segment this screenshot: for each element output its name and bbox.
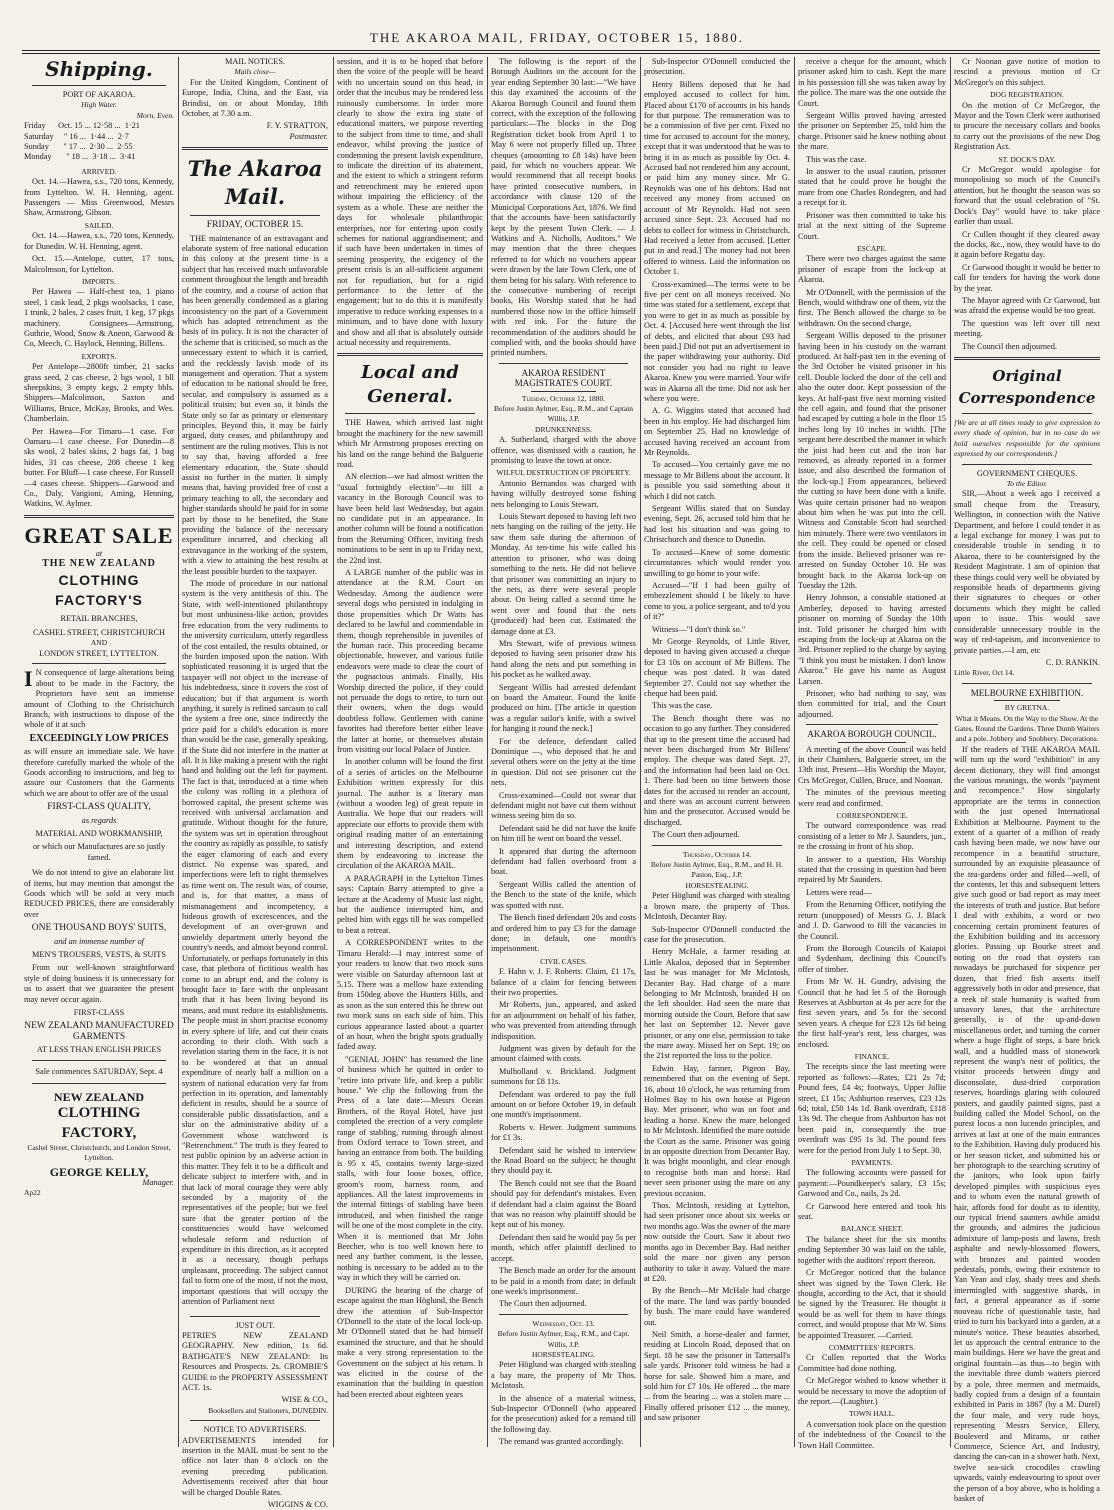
column-1 xyxy=(24,57,174,1447)
wilful-heading: WILFUL DESTRUCTION OF PROPERTY. xyxy=(496,468,631,478)
news-paragraph: AN election—we had almost written the "usual fortnightly election"—to fill a vacancy in the Borough Council was to have been held last Wednesday, but again no candidate put in an appearance. In another column will be found a notification from the Returning Officer, inviting fresh nominations to be sent in up to Friday next, the 22nd inst. xyxy=(337,472,483,565)
council-paragraph: Cr McGregor wished to know whether it would be necessary to move the adoption of the report.—(Laughter.) xyxy=(798,1376,946,1406)
court-paragraph: Peter Höglund was charged with stealing a bay mare, the property of Mr Thos. McIntosh. xyxy=(491,1360,636,1391)
mail-signature-title: Postmaster. xyxy=(289,131,328,141)
sailed-entry: Oct. 15.—Antelope, cutter, 17 tons, Malcolmson, for Lyttelton. xyxy=(24,254,174,274)
council-paragraph: The Mayor agreed with Cr Garwood, but was afraid the expense would be too great. xyxy=(954,295,1100,316)
ad-first-class: FIRST-CLASS QUALITY, xyxy=(47,802,151,813)
court-paragraph: Neil Smith, a horse-dealer and farmer, residing at Lincoln Road, deposed that on Sept. 18 he saw the prisoner in Tattersall's sale yards. Prisoner told witness he had a horse for sale. Showed him a mare, and sold him for £7 10s. He offered ... the mare ... from the bearing ... was a stolen mare ... Finally offered prisoner £12 ... the money, and saw prisoner xyxy=(644,1329,790,1423)
payments-heading: PAYMENTS. xyxy=(851,1158,893,1168)
ad-nz-manufactured: NEW ZEALAND MANUFACTURED GARMENTS xyxy=(24,1021,174,1042)
court-paragraph: The Bench thought there was no occasion to go any further. They considered that up to the present time the accused had never been discharged from Mr Billens' employ. The cheque was dated Sept. 27, and the information had been laid on Oct. 1. There had been no time between those dates for the accused to render an account, and there was an account current between him and the prosecutor. Accused would be discharged. xyxy=(644,713,790,827)
sailed-heading: SAILED. xyxy=(84,220,114,230)
court-paragraph: A. Sutherland, charged with the above offence, was dismissed with a caution, he promising to leave the town at once. xyxy=(491,435,636,466)
port-heading: PORT OF AKAROA. xyxy=(62,90,136,99)
column-rule xyxy=(640,57,641,1447)
ad-and: AND xyxy=(90,638,108,648)
editorial-paragraph: THE maintenance of an extravagant and elaborate system of free national education in this colony at the present time is a subject that has received much unfavorable comment throughout the length and breadth of the country, and a course of action that has been generally condemned as a glaring inconsistency on the part of a Government which has adopted retrenchment as the basis of its policy. It is not the character of the scheme that is criticised, so much as the unnecessary extent to which it is carried, and the recklessly lavish mode of its management and operation. That a system of education to be national should be free, secular, and compulsory is assumed as a political truism; but even so, it binds the State only so far as primary or elementary principles. Beyond this, it may be fairly argued, duty ceases, and philanthropy and sentiment are the ruling motives. This is not to say that, having afforded a free elementary education, the State should assist no further in the matter. It simply means that, having provided free of cost a primary teaching to all, the secondary and higher standards should be paid for in some part by those to be benefited, the State providing the balance of the necessary expenditure incurred, and checking all extravagance in the working of the system, with a view to attaining the best results at the least possible burden to the taxpayer. xyxy=(182,233,328,576)
court-date: Thursday, October 14. xyxy=(682,849,752,859)
exhibition-article: If the readers of THE AKAROA MAIL will turn up the word "exhibition" in any decent dictionary, they will find amongst the various meanings, the words "payment and recompence." How singularly appropriate are the terms in connection with the just opened International Exhibition at Melbourne. Payment to the extent of a quarter of a million of ready cash having been made, we now have our recompence in a beautiful structure, surrounded by an exquisite pleasaunce of the tea-gardens order and filled—well, of the contents, let this and subsequent letters give such good or bad report as may meet the interests of truth and justice. But before I deal with exhibits, a word or two concerning certain prominent features of the Exhibition building and its accessory glories. Passing up Bourke street and noting on the road that oysters can nowadays be purchased for sixpence per dozen, that fried fish asserts itself aggressively both in odor and presence, that a reek of stale humanity is wafted from unsavory lanes, that the architecture generally, is of the up-and-down miscellaneous order, and turning the corner where a huge flight of steps, a bare brick wall, and a huddled mass of stonework represent the wasp's nest of politics, the visitor proceeds between dingy and disconsolate, dust-dried corporation reserves, hoardings glaring with coloured posters, and gaudily painted signs, past a building called the Model School, on the purest locus a non lucendo principles, and arrives at last at one of the main entrances to the Exhibition. Having duly produced his or her season ticket, and submitted his or her photograph to the searching scrutiny of the janitors, who look upon fairly developed pimples with suspicious eyes and to whom even the natural growth of hair, affords food for doubt as to identity, our typical friend saunters awhile amidst the grounds, and admires the judicious admixture of lamp-posts and lawns, fresh asphalte and newly-blossomed flowers, with bronzes and painted wooden pedestals, ponds, owing their existence to Yan Yean and clay, shady trees and sheds intermingled with suggestive shards, in fact, a general appearance as if some nouveau riche of questionable taste, had tried to turn his backyard into a garden, at a minute's notice. These beauties absorbed, let us approach the central entrance to the main buildings. Here we have the great and original fountain—as thus—to begin with the inevitable three dumb waiters pierced by a pole, three mermen and mermaids, badly copied from a design of a fountain exhibited in Paris in 1867 (by a M. Durel) the four male, and very rude boys, representing Messrs Service, Ellery, Bouleverd and Mirams, or rather Commerce, Science Art, and Industry, dancing the can-can in a shower bath. Next, twelve sea-sick crocodiles crawling upwards, vainly endeavouring to spout over the person of a boy above, who is holding a basket of xyxy=(954,744,1100,1503)
just-out-body: PETRIE'S NEW ZEALAND GEOGRAPHY. New edition, 1s 6d. BATHGATE'S NEW ZEALAND: Its Resources and Prospects. 2s. CROMBIE'S GUIDE to the PROPERTY ASSESSMENT ACT. 1s. xyxy=(182,1330,328,1392)
council-paragraph: Cr Noonan gave notice of motion to rescind a previous motion of Cr McGregor's on this subject. xyxy=(954,57,1100,87)
court-paragraph: The remand was granted accordingly. xyxy=(499,1437,624,1447)
court-paragraph: Defendant was ordered to pay the full amount on or before October 19, in default one month's imprisonment. xyxy=(491,1089,636,1120)
melbourne-exhibition-heading: MELBOURNE EXHIBITION. xyxy=(970,687,1084,698)
court-paragraph: Sergeant Willis stated that on Sunday evening, Sept. 26, accused told him that he had lost his situation and was going to Christchurch and thence to Dunedin. xyxy=(644,504,790,545)
court-paragraph: Sub-Inspector O'Donnell conducted the prosecution. xyxy=(644,57,790,77)
letter-place: Little River, Oct 14. xyxy=(954,668,1015,678)
column-3 xyxy=(337,57,483,1447)
ad-body: We do not intend to give an elaborate list of items, but may mention that amongst the Goods which will be sold at very much REDUCED PRICES, there are considerably over xyxy=(24,868,174,919)
just-out-signature-sub: Booksellers and Stationers, DUNEDIN. xyxy=(208,1405,328,1415)
exports-text: Per Antelope—2800ft timber, 21 sacks grass seed, 2 cas cheese, 2 bgs wool, 1 bll sheepskins, 3 empty kegs, 2 empty bbls. Shippers—Malcolmson, Saxton and Williams, Bruce, McKay, Brooks, and Wes. Chamberlain. xyxy=(24,362,174,424)
column-2 xyxy=(182,57,329,1509)
court-paragraph: By the Bench—Mr McHale had charge of the mare. The land was partly bounded by bush. The mare could have wandered out. xyxy=(644,1286,790,1327)
tide-row: Sunday " 17 ... 2·30 ... 2·55 xyxy=(24,142,133,152)
council-paragraph: Cr McGregor would apologise for monopolising so much of the Council's attention, but he thought the season was so forward that the usual celebration of "St. Dock's Day" would have to take place earlier than usual. xyxy=(954,165,1100,227)
column-rule xyxy=(333,57,334,1447)
court-paragraph: Mulholland v. Brickland. Judgment summons for £8 11s. xyxy=(491,1066,636,1087)
just-out-signature: WISE & CO., xyxy=(281,1395,328,1405)
council-paragraph: Cr Cullen thought if they cleared away the docks, &c., now, they would have to do it again before Regatta day. xyxy=(954,229,1100,260)
council-paragraph: Cr Garwood thought it would be better to call for tenders for having the work done by the year. xyxy=(954,262,1100,293)
exports-text: Per Hawea—For Timaru—1 case. For Oamaru—1 case cheese. For Dunedin—8 sks wool, 2 bales skins, 2 bags fat, 1 bag hides, 31 cas cheese, 208 cheese 1 keg butter. For Bluff—1 case cheese. For Russell—4 cases cheese. Shippers—Garwood and Co., Daly, Vangioni, Aming, Henning, Watkins, W. Aylmer. xyxy=(24,426,174,509)
court-paragraph: Defendant said he wished to interview the Road Board on the subject; he thought they should pay it. xyxy=(491,1145,636,1176)
article-subheadings: What it Means. On the Way to the Show. At the Gates. Round the Gardens. Three Dumb Waiters and a pole. Jobbery and Snobbery. Decorations. xyxy=(954,713,1100,744)
notice-body: ADVERTISEMENTS intended for insertion in the MAIL must be sent to the office not later than 8 o'clock on the evening preceding publication. Advertisements received after that hour will be charged Double Rates. xyxy=(182,1435,328,1497)
council-paragraph: Cr McGregor noticed that the balance sheet was signed by the Town Clerk. He thought, according to the Act, that it should be signed by the Treasurer. He thought it would be as well for them to have things correct, and would propose that Mr W. Sims be appointed Treasurer. —Carried. xyxy=(798,1268,946,1340)
court-paragraph: This was the case. xyxy=(652,701,713,711)
ad2-factory: CLOTHING FACTORY, xyxy=(57,1104,141,1141)
imports-heading: IMPORTS. xyxy=(82,276,116,286)
ad-factory: CLOTHING FACTORY'S xyxy=(55,571,143,608)
council-paragraph: The minutes of the previous meeting were read and confirmed. xyxy=(798,788,946,808)
council-paragraph: Letters were read— xyxy=(806,887,872,897)
court-paragraph: Cross-examined—The terms were to be five per cent on all moneys received. No time was stated for a settlement, except that you were to get in as much as possible by Oct. 4. [Accused here went through the list of debts, and elicited that about £93 had been paid.] Did not put an advertisement in the paper withdrawing your authority. Did not consider you had no right to leave Akaroa. Knew you were married. Your wife was in Akaroa all the time. Did not ask her where you were. xyxy=(644,279,790,403)
tide-row: Monday " 18 ... 3·18 ... 3·41 xyxy=(24,152,136,162)
government-cheques-heading: GOVERNMENT CHEQUES. xyxy=(976,468,1078,478)
ad-great-sale: GREAT SALE xyxy=(24,522,174,548)
council-paragraph: The question was left over till next meeting. xyxy=(954,318,1100,339)
escape-heading: ESCAPE. xyxy=(857,243,887,253)
court-before: Before Justin Aylmer, Esq., R.M., and Capt. Willis, J.P. xyxy=(497,1329,630,1349)
court-paragraph: Mr George Reynolds, of Little River, deposed to having given accused a cheque for £3 10s on account of Mr Billens. The cheque was post dated. It was dated September 27. Could not say whether the cheque had been paid. xyxy=(644,636,790,698)
auditors-report: The following is the report of the Borough Auditors on the account for the year ending September 30 last:—"We have this day examined the accounts of the Akaroa Borough Council and found them correct, with the exception of the following particulars:—The blocks in the Dog Registration ticket book from April 1 to May 6 were not properly filled up. Three cheques (amounting to £8 14s) have been paid, for which no vouchers appear. We would recommend that all receipt books have printed consecutive numbers, in accordance with clause 120 of the Municipal Corporations Act, 1876. We find that the accounts have been satisfactorily kept by the present Town Clerk. — J. Watkins and A. Nicholls, Auditors." We may mention that the three cheques referred to for which no vouchers appear were drawn by the late Town Clerk, one of them being for his salary. With reference to the consecutive numbering of receipt books, His Worship stated that he had numbered those now in the office himself with red ink. For the future the recommendation of the auditors should be complied with, and the books should have printed numbers. xyxy=(491,57,636,358)
ad-low-prices: EXCEEDINGLY LOW PRICES xyxy=(29,732,169,744)
council-paragraph: The Council then adjourned. xyxy=(962,341,1057,351)
ad-number: and an immense number of xyxy=(54,936,144,946)
tide-row: Friday Oct. 15 ... 12·58 ... 1·21 xyxy=(24,121,140,131)
council-heading: AKAROA BOROUGH COUNCIL. xyxy=(807,729,937,740)
finance-heading: FINANCE. xyxy=(854,1051,890,1061)
column-4 xyxy=(491,57,636,1447)
balance-sheet-heading: BALANCE SHEET. xyxy=(841,1224,903,1234)
council-paragraph: From the Borough Councils of Kaiapoi and Sydenham, declining this Council's offer of timber. xyxy=(798,943,946,974)
arrived-entry: Oct. 14.—Hawea, s.s., 720 tons, Kennedy, from Lyttelton. W. H. Henning, agent. Passengers — Miss Greenwood, Messrs Shaw, Armstrong, Gibson. xyxy=(24,177,174,218)
court-paragraph: In the absence of a material witness, Sub-Inspector O'Donnell (who appeared for the prosecution) asked for a remand till the following day. xyxy=(491,1393,636,1434)
news-paragraph: In another column will be found the first of a series of articles on the Melbourne Exhibition written expressly for this journal. The author is a literary man (without a wooden leg) of great repute in Australia. We hope that our readers will appreciate our efforts to provide them with original reading matter of an entertaining and interesting description, and extend them by endeavoring to increase the circulation of the AKAROA MAIL. xyxy=(337,757,483,871)
court-paragraph: Henry Billens deposed that he had employed accused to collect for him. Placed about £170 of accounts in his hands for that purpose. The remuneration was to be a commission of five per cent. Fixed no time for accused to account for the money, except that it was understood that he was to bring it in as much as possible by Oct. 4. Accused had not rendered him any account, or paid him any money since. Mr G. Reynolds was one of his debtors. Had not received any money from accused on account of Mr Reynolds. Had not seen accused since Sept. 23. Accused had no debts to collect for witness in Christchurch. Had received a letter from accused. [Letter put in and read.] The money had not been offered to witness. Laid the information on October 1. xyxy=(644,79,790,277)
civil-heading: CIVIL CASES. xyxy=(540,956,587,966)
court-paragraph: Mr Roberts, jun., appeared, and asked for an adjournment on behalf of his father, who was prevented from attending through indisposition. xyxy=(491,1000,636,1041)
court-paragraph: Prisoner, who had nothing to say, was then committed for trial, and the Court adjourned. xyxy=(798,688,946,719)
ad2-address: Cashel Street, Christchurch, and London Street, Lyttelton. xyxy=(27,1142,171,1162)
ad2-code: Ap22 xyxy=(24,1188,41,1198)
court-paragraph: Mrs Stewart, wife of previous witness deposed to having seen prisoner draw his hand along the nets and put something in his pocket as he walked away. xyxy=(491,638,636,680)
council-paragraph: The receipts since the last meeting were reported as follows:—Rates, £21 2s 7d; Pound fees, £4 4s; footways, Upper Jollie street, £1 15s; Ashburton reserves, £23 12s 6d; total, £50 14s 1d. Bank overdraft, £118 13s 9d. The cheque from Ashburton has not been paid in, consequently the true overdraft was £95 1s 3d. The pound fees were for the period from July 1 to Sept. 30. xyxy=(798,1062,946,1155)
court-paragraph: For the defence, defendant called Dominique —, who deposed that he and several others were on the jetty at the time in question. Did not see prisoner cut the nets. xyxy=(491,736,636,788)
town-hall-heading: TOWN HALL. xyxy=(848,1409,896,1419)
court-paragraph: To accused—Knew of some domestic circumstances which would render you unwilling to go home to your wife. xyxy=(644,547,790,578)
court-paragraph: Sergeant Willis deposed to the prisoner having been in his custody on the warrant produced. At half-past ten in the evening of the 3rd October he visited prisoner in his cell. Double locked the door of the cell and also the outer door. Kept possession of the keys. At half-past five next morning visited the cell again, and found that the prisoner had escaped by cutting a hole in the floor 15 inches long by 10 inches in width. [The sergeant here described the manner in which the joist had been cut and the iron bar removed, as already reported in a former issue, and also described the formation of the lock-up.] From appearances, believed the cutting to have been done with a knife. Was quite certain prisoner had no weapon about him when he was put into the cell. Witness and Constable Scott had searched him minutely. There were two ventilators in the cell. They could be opened or closed from the inside. Believed prisoner was re-arrested on Sunday October 10. He was brought back to the Akaroa lock-up on Tuesday the 12th. xyxy=(798,331,946,590)
horsestealing-heading: HORSESTEALING. xyxy=(531,1349,596,1359)
ad-at: at xyxy=(95,548,103,558)
court-paragraph: receive a cheque for the amount, which prisoner asked him to cash. Kept the mare in his possession till she was taken away by the police. The mare was the one outside the Court. xyxy=(798,57,946,108)
court-paragraph: The Court then adjourned. xyxy=(499,1299,587,1309)
dog-registration-heading: DOG REGISTRATION. xyxy=(990,90,1064,100)
ad-sale-date: Sale commences SATURDAY, Sept. 4 xyxy=(35,1066,163,1076)
letter-body: SIR,—About a week ago I received a small cheque from the Treasury, Wellington, in connection with the Native Department, and before I could tender it as a legal exchange for money I was put to considerable trouble in sending it to Akaroa, there to be countersigned by the Resident Magistrate. I am of opinion that these things could very well be obviated by responsible heads of departments giving their signatures to cheques or other documents which they might be called upon to issue. This would save considerable unnecessary trouble in the way of red-tapeism, and inconvenience to private parties.—I am, etc xyxy=(954,489,1100,655)
shipping-title: Shipping. xyxy=(45,57,153,81)
court-date: Tuesday, October 12, 1880. xyxy=(521,393,606,403)
correspondence-note: [We are at all times ready to give expression to every shade of opinion, but in no case do we hold ourselves responsible for the opinions expressed by our correspondents.] xyxy=(954,417,1100,459)
court-paragraph: Sergeant Willis had arrested defendant on board the Amateur. Found the knife produced on him. [The article in question was a regular sailor's knife, with a swivel for hanging it round the neck.] xyxy=(491,682,636,734)
council-paragraph: A meeting of the above Council was held in their Chambers, Balguerie street, on the 13th inst. Present—His Worship the Mayor, Crs McGregor, Cullen, Bruce, and Noonan. xyxy=(798,744,946,785)
arrived-heading: ARRIVED. xyxy=(81,166,117,176)
court-paragraph: Antonio Bernandos was charged with having wilfully destroyed some fishing nets belonging to Louis Stewart. xyxy=(491,478,636,509)
news-paragraph: A LARGE number of the public was in attendance at the R.M. Court on Wednesday. Among the audience were several dogs who persisted in indulging in those propensities which Dr Watts has declared to be lawful and commendable in them, though reprehensible in juveniles of the human race. This proceeding became objectionable, however, and various futile endeavors were made to clear the court of the pugnacious animals. Finally, His Worship directed the police, if they could not persuade the dogs to retire, to turn out their owners, when the dogs would doubtless follow. Gentlemen with canine favorites had therefore better either leave the latter at home, or themselves abstain from visiting our local Palace of Justice. xyxy=(337,568,483,754)
column-7 xyxy=(954,57,1100,1503)
column-rule xyxy=(487,57,488,1447)
ad2-nz: NEW ZEALAND xyxy=(53,1090,145,1105)
ad-body: I N consequence of large alterations being about to be made in the Factory, the Proprietors have sent an immense amount of Clothing to the Christchurch Branch, with instructions to dispose of the whole of it at such xyxy=(24,666,174,730)
ad2-manager: Manager. xyxy=(142,1177,174,1187)
court-paragraph: Roberts v. Hewer. Judgment summons for £1 3s. xyxy=(491,1122,636,1143)
ad-mens: MEN'S TROUSERS, VESTS, & SUITS xyxy=(32,950,166,960)
ad-address: LONDON STREET, LYTTELTON. xyxy=(39,648,159,658)
court-paragraph: The Bench could not see that the Board should pay for defendant's mistakes. Even if defendant had a claim against the Board that was no reason why plaintiff should be kept out of his money. xyxy=(491,1178,636,1230)
ad-first-class: FIRST-CLASS xyxy=(73,1008,125,1018)
notice-signature: WIGGINS & CO. xyxy=(267,1500,328,1509)
court-paragraph: Witness—"I don't think so." xyxy=(652,624,746,634)
exports-heading: EXPORTS. xyxy=(81,351,117,361)
court-date: Wednesday, Oct. 13. xyxy=(532,1318,595,1328)
column-6 xyxy=(798,57,946,1450)
paper-title: The Akaroa Mail. xyxy=(187,156,323,210)
just-out-heading: JUST OUT. xyxy=(235,1320,275,1330)
ad-body: as will ensure an immediate sale. We have therefore carefully marked the whole of the Goods according to instructions, and beg to assure our Customers that the Garments which we are about to offer are of the usual xyxy=(24,747,174,798)
court-paragraph: Defendant said he did not have the knife on him till he went on board the vessel. xyxy=(491,823,636,844)
court-paragraph: There were two charges against the same prisoner of escape from the lock-up at Akaroa. xyxy=(798,254,946,285)
to-the-editor: To the Editor. xyxy=(1006,479,1048,488)
column-rule xyxy=(950,57,951,1447)
court-paragraph: Judgment was given by default for the amount claimed with costs. xyxy=(491,1043,636,1064)
tide-row: Saturday " 16 ... 1·44 ... 2·7 xyxy=(24,131,129,141)
court-before: Before Justin Aylmer, Esq., R.M., and H. H. Paston, Esq., J.P. xyxy=(650,860,784,880)
court-paragraph: Thos. McIntosh, residing at Lyttelton, had seen prisoner once about six weeks or two months ago. Was the owner of the mare now outside the Court. Saw it about two months ago in December Bay. Had neither sold the mare nor given any person authority to take it away. Valued the mare at £20. xyxy=(644,1201,790,1283)
council-paragraph: The balance sheet for the six months ending September 30 was laid on the table, together with the auditors' report thereon. xyxy=(798,1234,946,1265)
column-5 xyxy=(644,57,790,1447)
news-paragraph: A PARAGRAPH in the Lyttelton Times says: Captain Barry attempted to give a lecture at the Academy of Music last night, but the audience interrupted him, and pelted him with eggs till he was compelled to beat a retreat. xyxy=(337,873,483,935)
masthead-rule xyxy=(22,50,1100,54)
mail-notices-heading: MAIL NOTICES. xyxy=(224,57,286,66)
news-paragraph: "GENIAL JOHN" has resumed the line of business which he quitted in order to "retire into private life, and keep a public house." We clip the following from the Press of a late date:—Messrs Ocean Brothers, of the Royal Hotel, have just completed the erection of a very complete range of stabling, running through almost from Oxford terrace to Town street, and having an entrance from both. The building is 95 x 45, contains twenty large-sized stalls, with four loose boxes, office, groom's room, harness room, and appliances. All the latest improvements in the internal fittings of stabling have been introduced, and when finished the range will be one of the most complete in the city. When it is mentioned that Mr John Beecher, who is too well known here to need any further comment, is the lessee, nothing is necessary to be added as to the way in which they will be carried on. xyxy=(337,1054,483,1283)
masthead: THE AKAROA MAIL, FRIDAY, OCTOBER 15, 1880. xyxy=(369,30,745,45)
court-paragraph: Cross-examined—Could not swear that defendant might not have cut them without witness seeing him do so. xyxy=(491,790,636,821)
imports-text: Per Hawea — Half-chest tea, 1 piano steel, 1 cask lead, 2 pkgs woolsacks, 1 case, 1 trunk, 2 bales, 2 cases fruit, 1 keg, 17 pkgs machinery. Consignees—Armstrong, Guthrie, Wood, Snow & Aneon, Garwood & Co, Meech, C. Haylock, Henning, Billens. xyxy=(24,287,174,349)
court-paragraph: Prisoner was then committed to take his trial at the next sitting of the Supreme Court. xyxy=(798,210,946,241)
council-paragraph: The outward correspondence was read consisting of a letter to Mr J. Saunders, jun., re the crossing in front of his shop. xyxy=(798,821,946,852)
court-paragraph: Sub-Inspector O'Donnell conducted the case for the prosecution. xyxy=(644,924,790,944)
ad-nz: THE NEW ZEALAND xyxy=(42,558,156,570)
ad-retail: RETAIL BRANCHES, xyxy=(60,613,138,623)
court-paragraph: The Bench made an order for the amount to be paid in a month from date; in default one week's imprisonment. xyxy=(491,1266,636,1296)
court-paragraph: It appeared that during the afternoon defendant had fallen overboard from a boat. xyxy=(491,846,636,877)
council-paragraph: From Mr W. H. Gundry, advising the Council that he had let 5 of the Borough Reserves at Ashburton at 4s per acre for the first seven years, and 5s for the second seven years. A cheque for £23 12s 6d being the first half-year's rent, less charges, was enclosed. xyxy=(798,977,946,1049)
council-paragraph: Cr Garwood here entered and took his seat. xyxy=(798,1201,946,1222)
ad-english-prices: AT LESS THAN ENGLISH PRICES xyxy=(36,1045,162,1055)
council-paragraph: The following accounts were passed for payment:—Poundkeeper's salary, £3 15s; Garwood and Co., nails, 2s 2d. xyxy=(798,1168,946,1199)
ad-address: CASHEL STREET, CHRISTCHURCH xyxy=(32,628,166,638)
ad-material: MATERIAL AND WORKMANSHIP, xyxy=(35,828,163,838)
committees-heading: COMMITTEES' REPORTS. xyxy=(828,1342,916,1352)
court-paragraph: Sergeant Willis called the attention of the Bench to the state of the knife, which was spotted with rust. xyxy=(491,879,636,910)
local-and-general-title: Local and General. xyxy=(361,362,459,408)
court-paragraph: Defendant then said he would pay 5s per month, which offer plaintiff declined to accept. xyxy=(491,1232,636,1263)
court-paragraph: A. G. Wiggins stated that accused had been in his employ. He had discharged him on September 25. Had no knowledge of accused having received an account from Mr Reynolds. xyxy=(644,406,790,458)
council-paragraph: In answer to a question, His Worship stated that the crossing in question had been repaired by Mr Saunders. xyxy=(798,854,946,885)
court-paragraph: Henry Johnson, a constable stationed at Amberley, deposed to having arrested prisoner on morning of Sunday the 10th inst. Told prisoner he charged him with escaping from the lock-up at Akaroa on the 3rd. Prisoner replied to the charge by saying "I think you must be mistaken. I don't know Akaroa." He gave his name as August Larsen. xyxy=(798,593,946,686)
news-paragraph: DURING the hearing of the charge of escape against the man Höglund, the Bench drew the attention of Sub-Inspector O'Donnell to the state of the local lock-up. Mr O'Donnell stated that he had himself examined the structure, and that he should make a very strong representation to the Government on the subject at his return. It was elicited in the course of the examination that the building in question had been erected about eighteen years xyxy=(337,1285,483,1399)
ad-body: From our well-known straightforward style of doing business it is unnecessary for us to assert that we guarantee the present may never occur again. xyxy=(24,963,174,1004)
court-paragraph: Louis Stewart deposed to having left two nets hanging on the railing of the jetty. He saw them safe during the afternoon of Monday. At ten-time his wife called his attention to prisoner, who was doing something to the nets. He did not believe that prisoner was committing an injury to the nets, as there were several people about. On being called a second time he went over and found that the nets (produced) had been cut. Estimated the damage done at £3. xyxy=(491,512,636,636)
court-paragraph: The Court then adjourned. xyxy=(652,830,740,840)
sailed-entry: Oct. 14.—Hawea, s.s., 720 tons, Kennedy, for Dunedin. W. H. Henning, agent. xyxy=(24,231,174,251)
court-paragraph: Henry McHale, a farmer residing at Little Akaloa, deposed that in September last he was manager for Mr McIntosh, Decanter Bay. Had charge of a mare belonging to Mr McIntosh, branded H on the left shoulder. Had seen the mare that morning outside the Court. Before that saw her last on September 12. Never gave prisoner, or any one else, permission to take the mare away. Missed her on Sept. 19; on the 21st reported the loss to the police. xyxy=(644,947,790,1061)
tides-heading: High Water. xyxy=(81,100,117,110)
ad-body: or which our Manufactures are so justly famed. xyxy=(32,842,166,862)
court-paragraph: Accused—"If I had been guilty of embezzlement should I be likely to have come to you, a police sergeant, and to'd you of it?" xyxy=(644,580,790,622)
column-rule xyxy=(794,57,795,1447)
correspondence-heading: CORRESPONDENCE. xyxy=(836,811,908,821)
drunkenness-heading: DRUNKENNESS. xyxy=(535,424,592,434)
date-line: FRIDAY, OCTOBER 15. xyxy=(206,220,304,231)
horsestealing-heading: HORSESTEALING. xyxy=(685,880,749,890)
notice-heading: NOTICE TO ADVERTISERS. xyxy=(203,1425,307,1435)
court-paragraph: Mr O'Donnell, with the permission of the Bench, would withdraw one of them, viz the first. The Bench allowed the charge to be withdrawn. On the second charge, xyxy=(798,287,946,328)
editorial-continuation: session, and it is to be hoped that before then the voice of the people will be heard with no uncertain sound on this head, in order that the incubus may be rendered less ruinously cumbersome. In order more clearly to show the extra ing state of educational matters, we purpose reverting to the subject from time to time, and shall endeavor, whilst proving the justice of condemning the present lavish expenditure, to indicate the direction of its abatement, and the extent to which a stringent reform and retrenchment may be entered upon without impairing the efficiency of the system as a whole. These are neither the days for wholesale philanthropic enterprises, nor for entering upon costly schemes for national aggrandisement; and if such have been undertaken in times of seeming prosperity, the exigency of the present crisis is an all-sufficient argument not for repudiation, but for a rigid performance to the letter of the engagement; but to do this it is manifestly imperative to reduce working expenses to a minimum, and to have done with luxury and show and all that is absolutely outside actual necessity and requirements. xyxy=(337,57,483,347)
st-docks-day-heading: ST. DOCK'S DAY. xyxy=(998,154,1056,164)
ad-suits: ONE THOUSAND BOYS' SUITS, xyxy=(31,923,167,934)
court-paragraph: Peter Höglund was charged with stealing a brown mare, the property of Thos. McIntosh, Decanter Bay. xyxy=(644,891,790,922)
court-paragraph: The Bench fined defendant 20s and costs and ordered him to pay £3 for the damage done; in default, one month's imprisonment. xyxy=(491,913,636,954)
court-paragraph: Edwin Hay, farmer, Pigeon Bay, remembered that on the evening of Sept. 16, about 10 o'clock, he was returning from Holmes Bay to his own house at Pigeon Bay. Met prisoner, who was on foot and leading a horse. Knew the mare belonged to Mr McIntosh. Identified the mare outside the Court as the same. Prisoner was going in an opposite direction from Decanter Bay. It was bright moonlight, and clear enough to recognise both man and horse. Had never seen prisoner using the mare on any previous occasion. xyxy=(644,1063,790,1198)
court-paragraph: This was the case. xyxy=(806,154,867,164)
mail-close: Mails close— xyxy=(234,67,276,77)
letter-signature: C. D. RANKIN. xyxy=(1045,657,1100,667)
council-paragraph: A conversation took place on the question of the indebtedness of the Council to the Town Hall Committee. xyxy=(798,1419,946,1450)
tides-columns: Morn. Even. xyxy=(136,110,174,120)
court-paragraph: Sergeant Willis proved having arrested the prisoner on September 25, told him the charge. Prisoner said he knew nothing about the mare. xyxy=(798,111,946,152)
council-paragraph: On the motion of Cr McGregor, the Mayor and the Town Clerk were authorised to procure the necessary collars and books to carry out the provisions of the new Dog Registration Act. xyxy=(954,100,1100,152)
council-paragraph: From the Returning Officer, notifying the return (unopposed) of Messrs G. J. Black and J. D. Garwood to fill the vacancies in the Council. xyxy=(798,900,946,941)
original-correspondence-title: Original Correspondence xyxy=(958,366,1096,407)
column-rule xyxy=(178,57,179,1447)
mail-signature: F. Y. STRATTON, xyxy=(266,121,328,131)
news-paragraph: THE Hawea, which arrived last night brought the machinery for the new sawmill which Mr Armstrong proposes erecting on his land on the range behind the Balguerie road. xyxy=(337,418,483,469)
news-paragraph: A CORRESPONDENT writes to the Timaru Herald:—I may interest some of your readers to know that two mock suns were visible on Saturday afternoon last at 5.15. There was a mellow haze extending from 150deg above the Hunters Hills, and as soon as the sun entered this he threw out two mock suns on each side of him. This curious appearance lasted about a quarter of an hour, when the bright spots gradually faded away. xyxy=(337,938,483,1052)
byline: BY GRETNA. xyxy=(1004,703,1050,713)
mail-body: For the United Kingdom, Continent of Europe, India, China, and the East, via Brindisi, on or about Monday, 18th October, at 7.30 a.m. xyxy=(182,77,328,119)
court-heading: AKAROA RESIDENT MAGISTRATE'S COURT. xyxy=(514,367,613,389)
court-paragraph: To accused—You certainly gave me no message to Mr Billens about the account. It is possible you said something about it which I did not catch. xyxy=(644,460,790,501)
court-paragraph: In answer to the usual caution, prisoner stated that he could prove he bought the mare from one Charles Rondegren, and had a receipt for it. xyxy=(798,167,946,208)
court-before: Before Justin Aylmer, Esq., R.M., and Captain Willis, J.P. xyxy=(494,404,633,424)
council-paragraph: Cr Cullen reported that the Works Committee had done nothing. xyxy=(798,1353,946,1373)
editorial-paragraph: The mode of procedure in our national system is the very antithesis of this. The State, with well-intentioned philanthropy but most unbusiness-like action, provides free education from the very rudiments to the university curriculum, utterly regardless of the cost entailed, the results obtained, or the burden imposed upon the nation. With sophisticated reasoning it is urged that the taxpayer will not object to the increase of his indebtedness, since it covers the cost of education; but if that argument is worth anything, it surely is refined sarcasm to call the system a free one, since indirectly the price paid for a child's education is more than would be the case, generally speaking, if the State did not interfere in the matter at all. It is like making a present with the right hand and holding out the left for payment. The fact is that, introduced at a time when the colony was rolling in a plethora of borrowed capital, the present scheme was received with universal acclamation and gratitude. Without thought for the future, the system was set in operation throughout the country as rapidly as possible, to satisfy the eager clamoring of each and every district. No expense was spared, and imperfections were left to right themselves as time went on. The result was, of course, and is, for that matter, a mass of mismanagement and incompetency, a hideous growth of excrescences, and the development of an over-grown and unwieldy department utterly beyond the country's needs, and almost beyond control. Unfortunately, or perhaps fortunately in this case, that plethora of fictitious wealth has come to an abrupt end, and the colony is brought face to face with the unpleasant truth that it has been living beyond its means, and must reduce its establishments. The people must in short practise economy in every sphere of life, and cut their coats according to their cloth. With such a revelation staring them in the face, it is not to be wondered at that an annual expenditure of nearly half a million on a system of national education very far from perfection in its operation, and lamentably deficient in results, should be a source of considerable public dissatisfaction, and a slur on the administrative ability of a Government whose watchword is "Retrenchment." The truth is they feared to test public opinion by an adverse action in this matter. They felt it to be a difficult and delicate subject to interfere with, and in that lack of moral courage they were ably seconded by a majority of the representatives of the people; but we feel sure that the greater portion of the constituencies would have welcomed wholesale reform and reduction of expenditure in this direction, as it accepted it as a necessary, though perhaps unpleasant, proceeding. The subject cannot fail to form one of the most, if not the most, important questions that will occupy the attention of Parliament next xyxy=(182,579,329,1307)
court-paragraph: F. Hahn v. J. F. Roberts. Claim, £1 17s, balance of a claim for fencing between their two properties. xyxy=(491,967,636,997)
ad-regards: as regards xyxy=(81,815,117,825)
ad2-name: GEORGE KELLY, xyxy=(49,1165,149,1180)
